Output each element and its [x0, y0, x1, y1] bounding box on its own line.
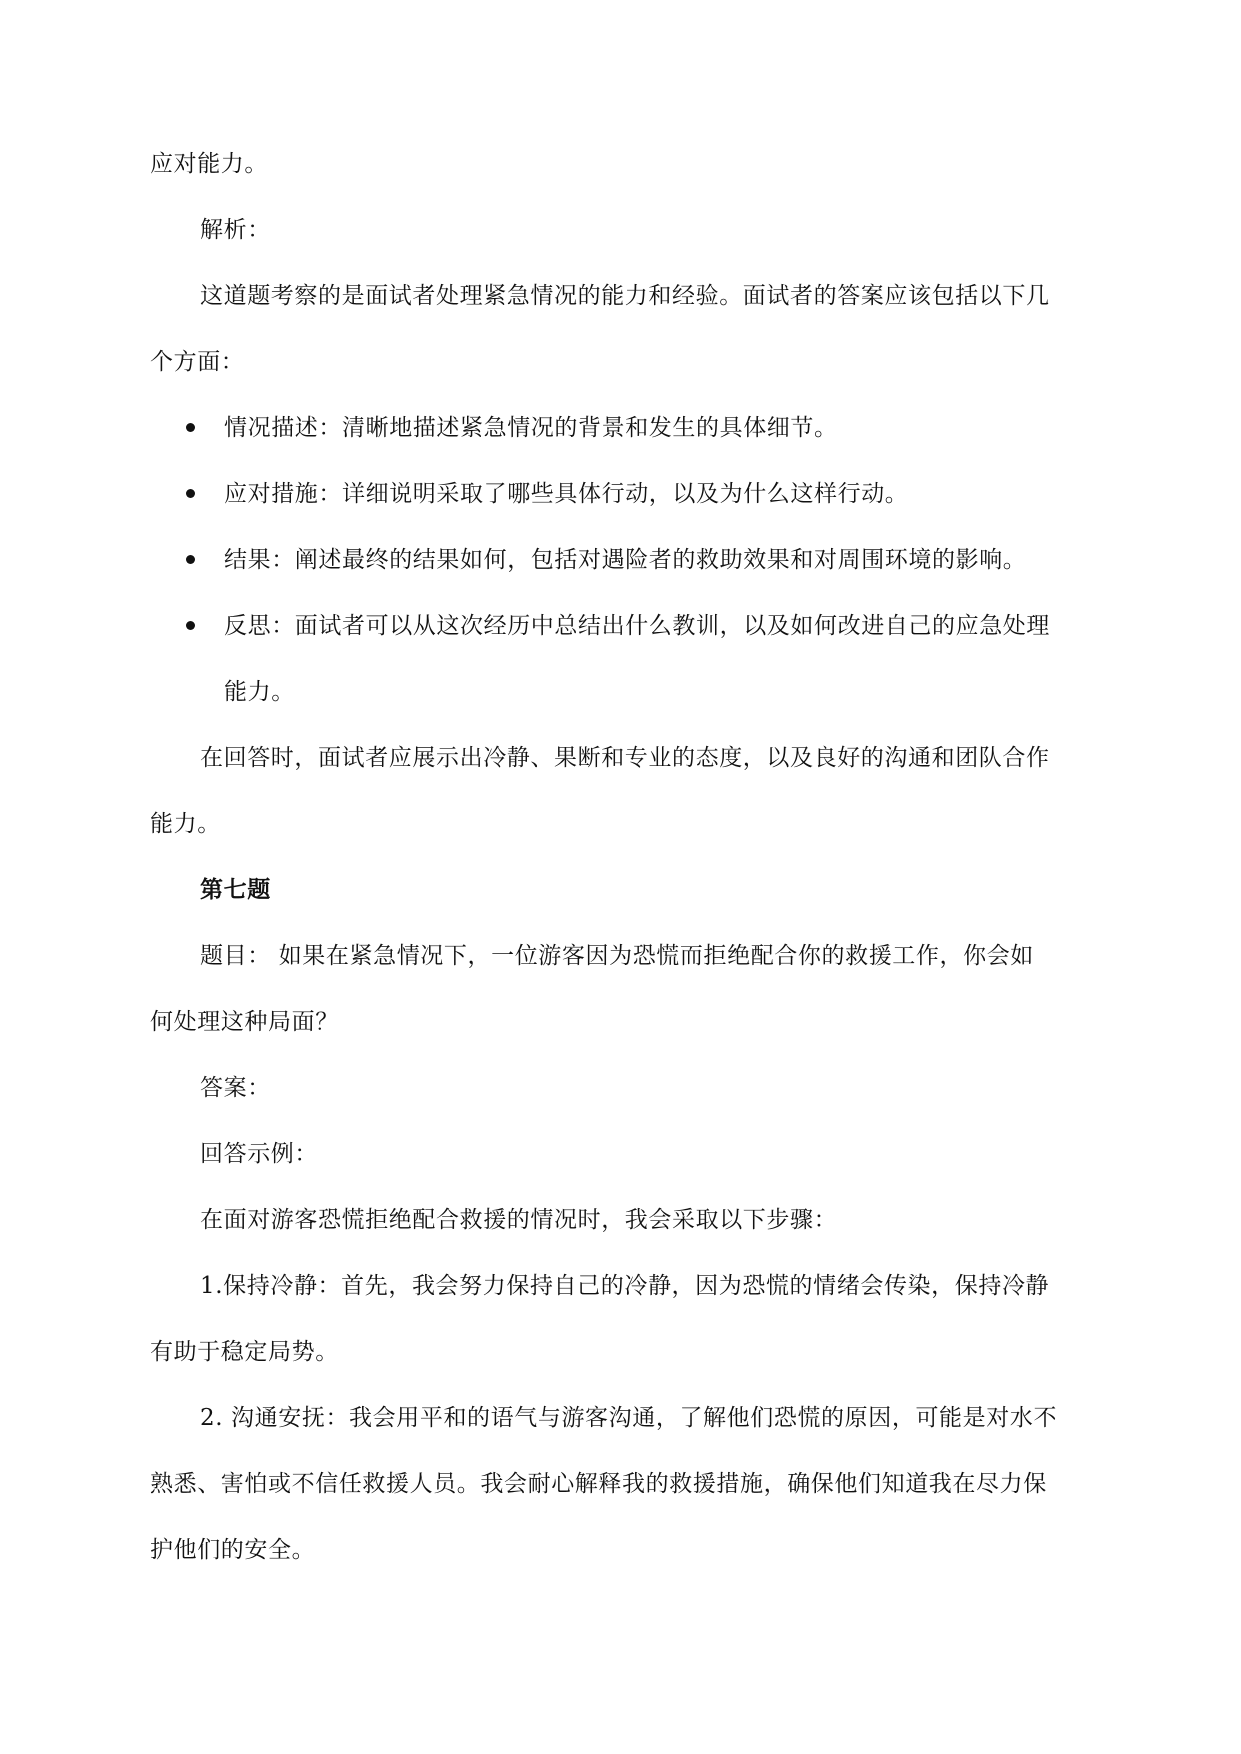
text-line: 在回答时，面试者应展示出冷静、果断和专业的态度，以及良好的沟通和团队合作 [200, 745, 1050, 771]
text-line: 回答示例： [200, 1141, 318, 1167]
text-line: 题目： 如果在紧急情况下，一位游客因为恐慌而拒绝配合你的救援工作，你会如 [200, 943, 1034, 969]
list-item-continuation: 能力。 [224, 679, 295, 705]
text-line: 答案： [200, 1075, 271, 1101]
text-line: 应对能力。 [150, 151, 268, 177]
text-line: 何处理这种局面？ [150, 1009, 339, 1035]
text-line: 有助于稳定局势。 [150, 1339, 339, 1365]
text-line: 解析： [200, 217, 271, 243]
list-item: 情况描述：清晰地描述紧急情况的背景和发生的具体细节。 [224, 415, 838, 441]
list-item: 结果：阐述最终的结果如何，包括对遇险者的救助效果和对周围环境的影响。 [224, 547, 1027, 573]
bullet-icon [186, 423, 195, 432]
bullet-icon [186, 489, 195, 498]
list-item: 应对措施：详细说明采取了哪些具体行动，以及为什么这样行动。 [224, 481, 909, 507]
text-line: 这道题考察的是面试者处理紧急情况的能力和经验。面试者的答案应该包括以下几 [200, 283, 1050, 309]
text-line: 护他们的安全。 [150, 1537, 316, 1563]
list-item: 反思：面试者可以从这次经历中总结出什么教训，以及如何改进自己的应急处理 [224, 613, 1050, 639]
section-heading: 第七题 [200, 876, 271, 903]
text-line: 在面对游客恐慌拒绝配合救援的情况时，我会采取以下步骤： [200, 1207, 838, 1233]
bullet-icon [186, 621, 195, 630]
text-line: 1.保持冷静：首先，我会努力保持自己的冷静，因为恐慌的情绪会传染，保持冷静 [200, 1273, 1050, 1299]
text-line: 2. 沟通安抚：我会用平和的语气与游客沟通，了解他们恐慌的原因，可能是对水不 [200, 1405, 1058, 1431]
text-line: 个方面： [150, 349, 245, 375]
bullet-icon [186, 555, 195, 564]
text-line: 能力。 [150, 811, 221, 837]
text-line: 熟悉、害怕或不信任救援人员。我会耐心解释我的救援措施，确保他们知道我在尽力保 [150, 1471, 1047, 1497]
